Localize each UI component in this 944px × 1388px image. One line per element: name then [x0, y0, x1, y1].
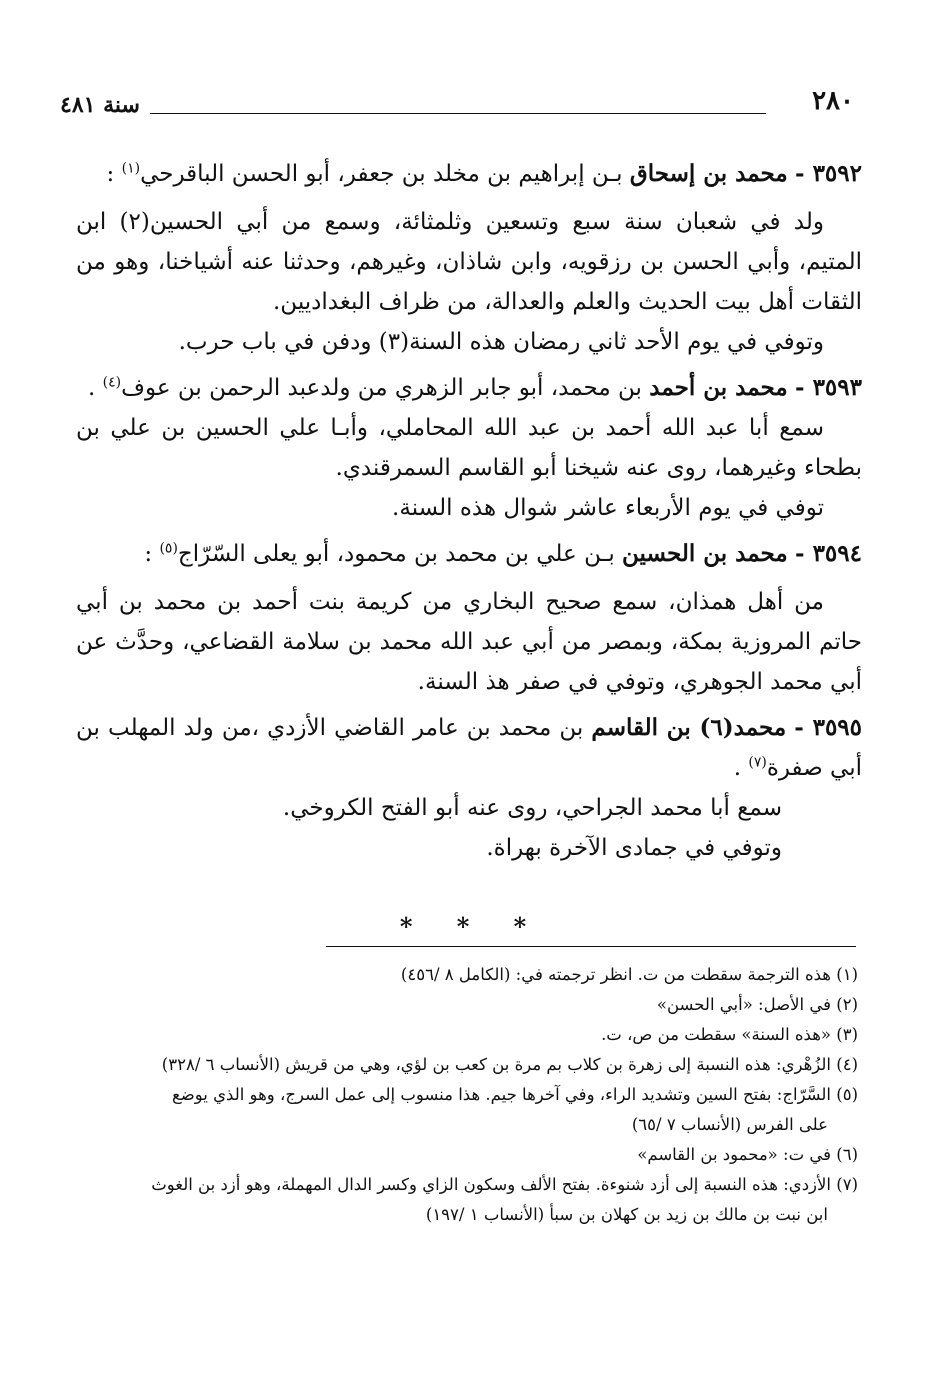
- footnote: (٦) في ت: «محمود بن القاسم»: [637, 1145, 858, 1164]
- footnote: (١) هذه الترجمة سقطت من ت. انظر ترجمته في: (الكامل ٨ /٤٥٦): [400, 965, 858, 984]
- footnote: (٢) في الأصل: «أبي الحسن»: [656, 995, 858, 1014]
- entry-heading: [76, 368, 862, 408]
- entry-lineage: بن محمد بن عامر القاضي الأزدي ،من ولد المهلب بن أبي صفرة: [76, 715, 862, 781]
- entry-paragraph: سمع أبا محمد الجراحي، روى عنه أبو الفتح الكروخي.: [282, 795, 782, 821]
- footnotes: [78, 960, 858, 1230]
- footnote: (٥) السَّرّاج: بفتح السين وتشديد الراء، وفي آخرها جيم. هذا منسوب إلى عمل السرج، وهو الذي يوضع: [171, 1085, 858, 1104]
- footnote-continuation: ابن نبت بن مالك بن زيد بن كهلان بن سبأ (الأنساب ١ /١٩٧): [425, 1205, 828, 1224]
- entry-name: محمد(٦) بن القاسم: [591, 714, 787, 741]
- entry-heading: [76, 154, 862, 194]
- entry-paragraph: توفي في يوم الأربعاء عاشر شوال هذه السنة.: [392, 495, 824, 521]
- page-number: ٢٨٠: [812, 86, 854, 116]
- entry-lineage: بـن إبراهيم بن مخلد بن جعفر، أبو الحسن الباقرحي: [140, 161, 623, 187]
- footnote-rule: [326, 946, 856, 947]
- entry-number: ٣٥٩٤ -: [795, 540, 862, 567]
- footnote-ref: (٧): [748, 754, 767, 771]
- entry-paragraph: من أهل همذان، سمع صحيح البخاري من كريمة بنت أحمد بن محمد بن أبي حاتم المروزية بمكة، وبمصر من أبي عبد الله محمد بن سلامة القضاعي، وحدَّث عن أبي محمد الجوهري، وتوفي في صفر هذ السنة.: [76, 589, 862, 695]
- entry-name: محمد بن أحمد: [649, 374, 788, 401]
- entry-paragraph: سمع أبا عبد الله أحمد بن عبد الله المحاملي، وأبـا علي الحسين بن علي بن بطحاء وغيرهما، روى عنه شيخنا أبو القاسم السمرقندي.: [76, 415, 862, 481]
- footnote: (٧) الأزدي: هذه النسبة إلى أزد شنوءة. بفتح الألف وسكون الزاي وكسر الدال المهملة، وهو أزد بن الغوث: [151, 1175, 858, 1194]
- entry-name: محمد بن إسحاق: [629, 160, 788, 187]
- entry-name: محمد بن الحسين: [622, 540, 788, 567]
- entry-tail: .: [88, 375, 96, 401]
- entry-lineage: بن محمد، أبو جابر الزهري من ولدعبد الرحمن بن عوف: [121, 375, 642, 401]
- entry-heading: [76, 534, 862, 574]
- entry-number: ٣٥٩٢ -: [795, 160, 862, 187]
- running-title: سنة ٤٨١: [60, 92, 140, 118]
- entry-tail: :: [106, 161, 115, 187]
- footnote-continuation: على الفرس (الأنساب ٧ /٦٥): [631, 1115, 828, 1134]
- footnote-ref: (١): [121, 160, 141, 177]
- entry-tail: .: [733, 755, 742, 781]
- header-rule: [150, 113, 766, 114]
- footnote: (٤) الزُهْري: هذه النسبة إلى زهرة بن كلاب بم مرة بن كعب بن لؤي، وهي من قريش (الأنساب ٦ /٣٢٨): [161, 1055, 858, 1074]
- section-separator: * * *: [399, 912, 545, 941]
- entry-number: ٣٥٩٥ -: [794, 714, 863, 741]
- main-text: [76, 148, 862, 868]
- entry-tail: :: [144, 541, 153, 567]
- entry-heading: [76, 708, 862, 788]
- footnote: (٣) «هذه السنة» سقطت من ص، ت.: [601, 1025, 858, 1044]
- entry-paragraph: وتوفي في جمادى الآخرة بهراة.: [486, 835, 782, 861]
- footnote-ref: (٥): [159, 540, 178, 557]
- entry-number: ٣٥٩٣ -: [795, 374, 862, 401]
- entry-paragraph: ولد في شعبان سنة سبع وتسعين وثلمثائة، وسمع من أبي الحسين(٢) ابن المتيم، وأبي الحسن بن رزقويه، وابن شاذان، وغيرهم، وحدثنا عنه أشياخنا، وهو من الثقات أهل بيت الحديث والعلم والعدالة، من ظراف البغداديين.: [76, 209, 862, 315]
- entry-lineage: بـن علي بن محمد بن محمود، أبو يعلى السّرّاج: [177, 541, 615, 567]
- entry-paragraph: وتوفي في يوم الأحد ثاني رمضان هذه السنة(٣) ودفن في باب حرب.: [178, 329, 824, 355]
- footnote-ref: (٤): [102, 374, 122, 391]
